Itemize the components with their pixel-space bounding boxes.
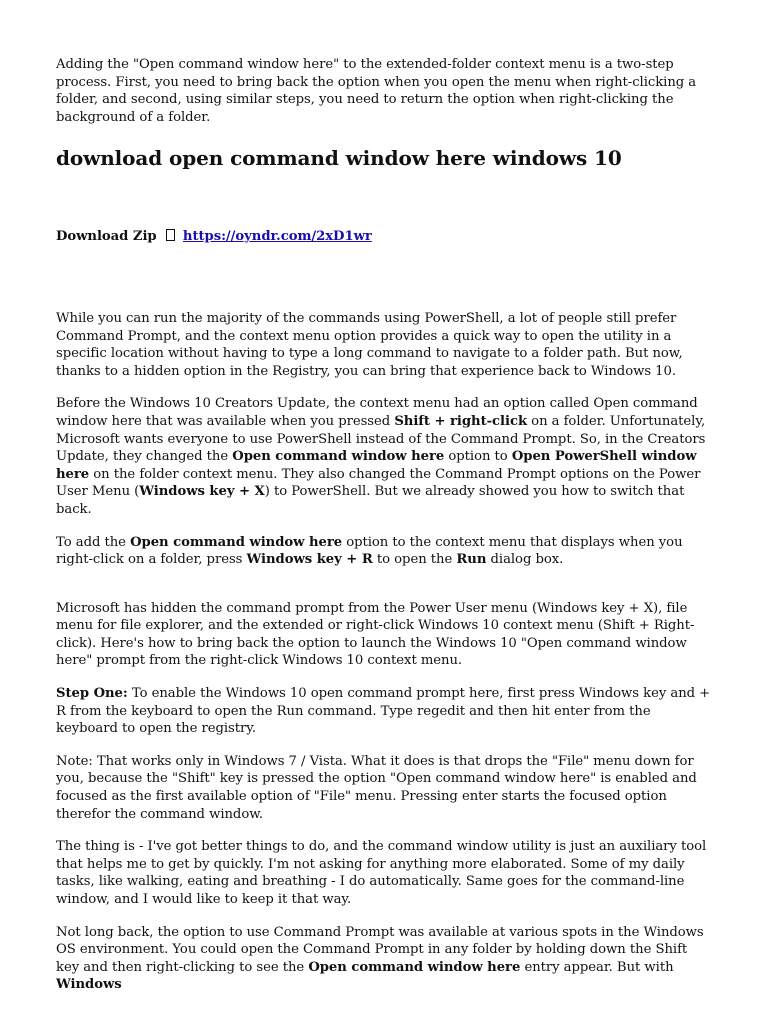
bold-open-command-window: Open command window here: [308, 959, 521, 975]
paragraph-powershell: While you can run the majority of the commands using PowerShell, a lot of people still prefer Command Prompt, and the context menu option provides a quick way to open the utility in a specific location without having to type a long command to navigate to a folder path. But now, thanks to a hidden option in the Registry, you can bring that experience back to Windows 10.: [56, 310, 683, 379]
bold-step-one: Step One:: [56, 686, 128, 702]
bold-shift-right-click: Shift + right-click: [394, 413, 528, 429]
arrow-icon: [166, 229, 175, 241]
paragraph-add-option: To add the Open command window here option to the context menu that displays when you right-click on a folder, press Windows key + R to open the Run dialog box.: [56, 534, 683, 568]
intro-paragraph: Adding the "Open command window here" to the extended-folder context menu is a two-step process. First, you need to bring back the option when you open the menu when right-clicking a folder, and second, using similar steps, you need to return the option when right-clicking the background of a folder.: [56, 57, 697, 125]
spacer: [56, 584, 714, 600]
paragraph-creators-update: Before the Windows 10 Creators Update, the context menu had an option called Open command window here that was available when you pressed Shift + right-click on a folder. Unfortunately, Microsoft wants everyone to use PowerShell instead of the Command Prompt. So, in the Creators Update, they changed the Open command window here option to Open PowerShell window here on the folder context menu. They also changed the Command Prompt options on the Power User Menu (Windows key + X) to PowerShell. But we already showed you how to switch that back.: [56, 396, 706, 517]
paragraph-hidden-prompt: Microsoft has hidden the command prompt from the Power User menu (Windows key + X), file menu for file explorer, and the extended or right-click Windows 10 context menu (Shift + Right-click). Here's how to bring back the option to launch the Windows 10 "Open command window here" prompt from the right-click Windows 10 context menu.: [56, 600, 695, 669]
bold-windows-key-x: Windows key + X: [139, 484, 265, 500]
bold-open-powershell-window: Open PowerShell window here: [56, 449, 697, 482]
paragraph-step-one: Step One: To enable the Windows 10 open command prompt here, first press Windows key and + R from the keyboard to open the Run command. Type regedit and then hit enter from the keyboard to open the registry.: [56, 686, 711, 737]
bold-open-command-window: Open command window here: [130, 534, 343, 550]
paragraph-not-long-back: Not long back, the option to use Command Prompt was available at various spots in the Windows OS environment. You could open the Command Prompt in any folder by holding down the Shift key and then right-clicking to see the Open command window here entry appear. But with Windows: [56, 924, 704, 993]
download-line: [56, 228, 714, 246]
bold-windows-key-r: Windows key + R: [246, 552, 373, 568]
download-label: Download Zip: [56, 229, 157, 245]
bold-open-command-window: Open command window here: [232, 449, 445, 465]
paragraph-note: Note: That works only in Windows 7 / Vista. What it does is that drops the "File" menu down for you, because the "Shift" key is pressed the option "Open command window here" is enabled and focused as the first available option of "File" menu. Pressing enter starts the focused option therefor the command window.: [56, 753, 697, 822]
download-link[interactable]: https://oyndr.com/2xD1wr: [182, 229, 372, 245]
paragraph-the-thing: The thing is - I've got better things to do, and the command window utility is just an auxiliary tool that helps me to get by quickly. I'm not asking for anything more elaborated. Some of my daily tasks, like walking, eating and breathing - I do automatically. Same goes for the command-line window, and I would like to keep it that way.: [56, 839, 707, 907]
bold-run: Run: [456, 552, 487, 568]
bold-windows: Windows: [56, 977, 122, 993]
page-title: download open command window here windows 10: [56, 146, 622, 171]
